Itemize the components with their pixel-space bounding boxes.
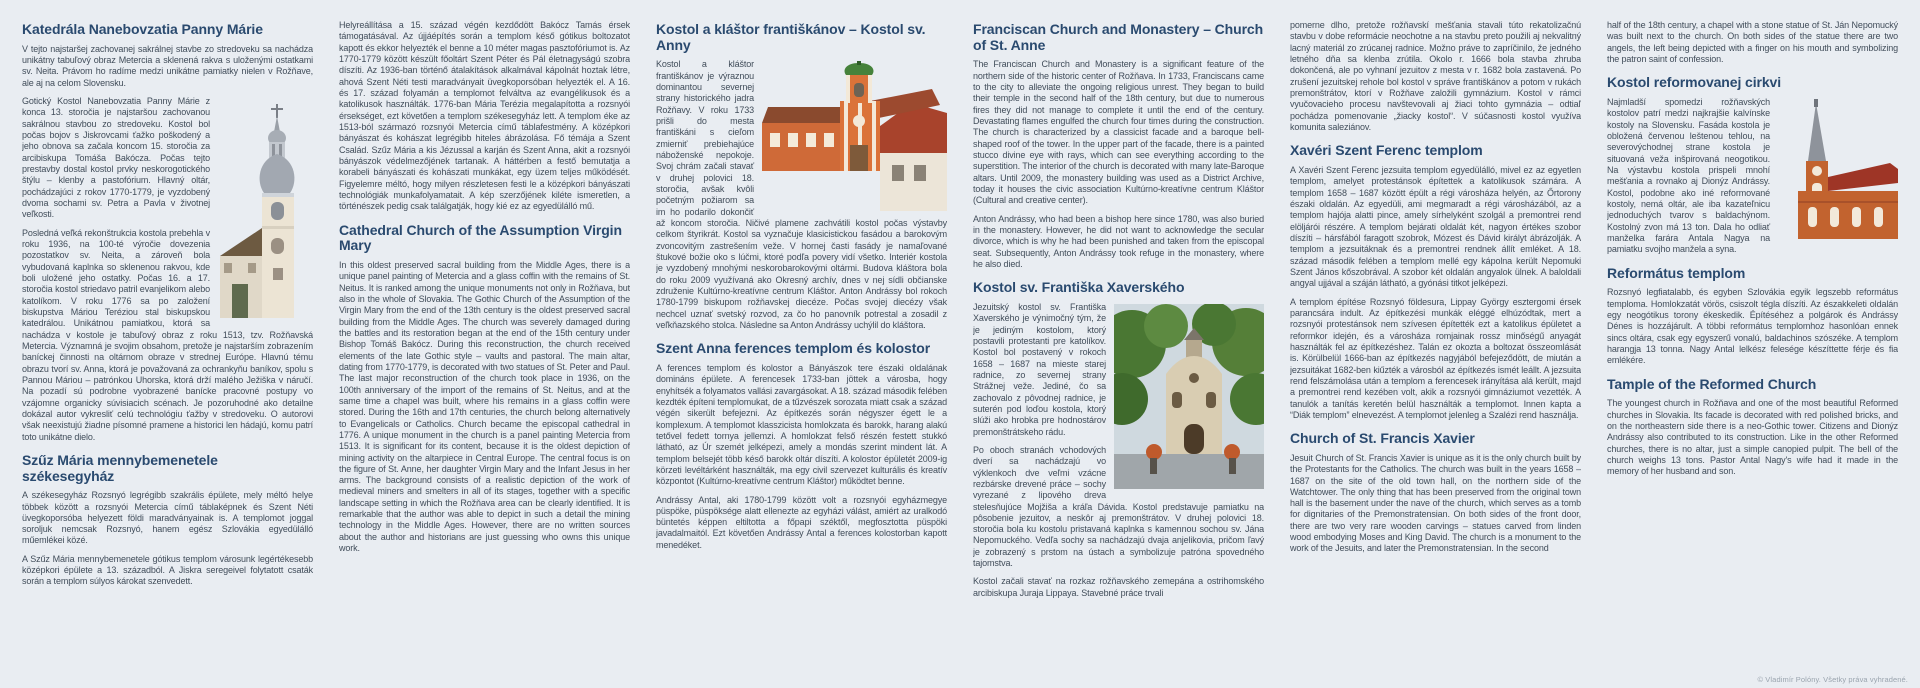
paragraph: A ferences templom és kolostor a Bányászok tere északi oldalának domináns épülete. A ferencesek 1733-ban jöttek a városba, hogy enyhítsék a folyamatos vallási zavargásokat. A 18. század második felében kezdték építeni templomukat, de a tűzvészek sorozata miatt csak a század végén sikerült befejezni. Az építkezés során négyszer égett le a komplexum. A templomot klasszicista homlokzata és barokk, harang alakú tetővel fedett tornya jellemzi. A homlokzat felső részén festett stukkó látható, az Úr szemét jelképezi, amely a mondás szerint mindent lát. A templom belsejét több késő barokk oltár díszíti. A kolostor épületét 2009-ig körzeti levéltárként használták, ma egy civil szervezet kulturális és kreatív központot (Kultúrno-kreatívne centrum Kláštor) működtet benne. [656,362,947,487]
heading-reformed-hu: Református templom [1607,264,1746,281]
heading-reformed-en: Tample of the Reformed Church [1607,375,1817,392]
heading-xavier-en: Church of St. Francis Xavier [1290,430,1475,447]
paragraph: V tejto najstaršej zachovanej sakrálnej stavbe zo stredoveku sa nachádza unikátny tabuľový obraz Metercia a sklenená rakva s uloženými ostatkami sv. Neita. Právom ho radíme medzi unikátne pamiatky nielen v Rožňave, ale aj na celom Slovensku. [22,43,313,88]
paragraph: Kostol a kláštor františkánov je výraznou dominantou severnej strany historického jadra Rožňavy. V roku 1733 prišli do mesta františkáni s cieľom zmierniť prebiehajúce náboženské nepokoje. Svoj chrám začali stavať v druhej polovici 18. storočia, avšak kvôli početným požiarom sa im ho podarilo dokončiť až koncom storočia. Ničivé plamene zachvátili kostol počas výstavby celkom štyrikrát. Kostol sa vyznačuje klasicistickou fasádou a barokovým zvoncovitým zastrešením veže. V hornej časti fasády je namaľované štukové božie oko s lúčmi, ktoré podľa povery vidí všetko. Interiér kostola je vyzdobený mnohými neskorobarokovými oltármi. Budova kláštora bola do roku 2009 využívaná ako Okresný archív, dnes v nej sídli občianske združenie Kultúrno-kreatívne centrum Kláštor. Anton Andrássy bol rokoch 1780-1799 biskupom rožňavskej diecéze. Počas svojej diecézy však nechcel uznať svetský rozvod, za čo ho panovník potrestal a zosadil z veľkňazského stolca. Následne sa Anton Andrássy uchýlil do kláštora. [656,59,947,330]
paragraph: A Szűz Mária mennybemenetele gótikus templom városunk legértékesebb középkori épülete a 13. századból. A Jiskra seregeivel folytatott csaták során a templom súlyos károkat szenvedett. [22,553,313,587]
heading-cathedral-en: Cathedral Church of the Assumption Virgin Mary [339,221,622,254]
paragraph: Posledná veľká rekonštrukcia kostola prebehla v roku 1936, na 100-té výročie dovezenia pozostatkov sv. Neita, a zároveň bola vybudovaná kaplnka so sklenenou rakvou, kde boli uložené jeho ostatky. Počas 16. a 17. storočia kostol striedavo patril evanjelikom alebo katolíkom. V roku 1776 sa po založení biskupstva Máriou Teréziou stal biskupskou katedrálou. Unikátnou pamiatkou, ktorá sa nachádza v kostole je tabuľový obraz z roku 1513, tzv. Rožňavská Metercia. Významná je svojim obsahom, pretože je najstarším zobrazením baníckej činnosti na oltárnom obraze v strednej Európe. Hlavnú tému obrazu tvorí sv. Anna, ktorá je považovaná za ochrankyňu baníkov, spolu s Pannou Máriou – patrónkou Uhorska, ktorá drží malého Ježiška v náručí. Na pozadí sú podrobne vyobrazené banícke pracovné postupy vo vzájomne organicky súvisiacich scénach. Je pozoruhodné ako detailne dokázal autor vykresliť celú technológiu ťažby v stredoveku. O autorovi však neexistujú žiadne písomné pramene a historici len hádajú, komu patrí toto unikátne dielo. [22,227,313,442]
franciscan-monastery-photo [762,61,947,211]
copyright-credit: © Vladimír Polóny. Všetky práva vyhradené. [1757,675,1908,684]
paragraph: The youngest church in Rožňava and one of the most beautiful Reformed churches in Slovakia. Its facade is decorated with red polished bricks, and on the northeastern side there is a neo-Gothic tower. Citizens and Dionýz Andrássy also contributed to its construction. Like in the other Reformed churches, there is no altar, just a simple canopied pulpit. The bell of the church weighs 13 tons. Pastor Antal Nagy's wife had it made in the memory of her husband and son. [1607,398,1898,477]
paragraph: A székesegyház Rozsnyó legrégibb szakrális épülete, mely méltó helye többek között a rozsnyói Metercia című táblaképnek és Szent Néti üvegkoporsóba helyezett földi maradványainak is. A templomot joggal soroljuk nemcsak Rozsnyó, hanem egész Szlovákia egyedülálló műemlékei közé. [22,490,313,546]
heading-franciscan-sk: Kostol a kláštor františkánov – Kostol sv. Anny [656,21,926,53]
paragraph: A Xavéri Szent Ferenc jezsuita templom egyedülálló, mivel ez az egyetlen templom, amelyet protestánsok építettek a katolikusok számára. A templom 1658 – 1687 között épült a régi városháza helyén, az Őrtorony északi oldalán. Az egyedüli, ami megmaradt a régi városházából, az a templom hajója alatti pince, amely sírhelyként szolgál a premontrei rend elöljárói részére. A templom bejárati oldalát két, nagyon értékes szobor díszíti – hársfából faragott szobrok, Mózest és Dávid királyt ábrázolják. A templom a jezsuitáknak és a premontrei rendnek állít emléket. A 18. század második felében a templom mellé egy kápolna került Nepomuki Szent János kőszobrával. A szobor két oldalán angyalok ülnek. A baloldali angyal ujjával a száján látható, a gyónási titkot jelképezi. [1290,164,1581,289]
heading-franciscan-en: Franciscan Church and Monastery – Church of St. Anne [973,21,1264,53]
paragraph: Andrássy Antal, aki 1780-1799 között volt a rozsnyói egyházmegye püspöke, püspöksége alatt ellenezte az egyházi válást, amiért az uralkodó büntetés képpen eltiltotta a főpapi széktől, megfosztotta püspöki javadalmaitól. Ezt követően Andrássy Antal a ferences kolostorban kapott menedéket. [656,494,947,550]
column-1 [22,20,313,656]
reformed-church-photo [1778,99,1898,239]
heading-cathedral-hu: Szűz Mária mennybemenetele székesegyház [22,451,218,484]
column-6 [1607,20,1898,656]
paragraph: Anton Andrássy, who had been a bishop here since 1780, was also buried in the monastery. However, he did not want to acknowledge the secular divorce, which is why he had been punished and taken from the episcopal seat. Subsequently, Anton Andrássy took refuge in the monastery, where he also died. [973,213,1264,269]
paragraph: pomerne dlho, pretože rožňavskí mešťania stavali túto rekatolizačnú stavbu v dobe reformácie neochotne a na stavbu preto použili aj nekvalitný lacný materiál zo zrúcanej radnice. Možno práve to zapríčinilo, že jedného letného dňa sa klenba zrútila. Okolo r. 1666 bola stavba zhruba dokončená, ale po vyhnaní jezuitov z mesta v r. 1682 bola zastavená. Po zrušení jezuitskej rehole bol kostol v správe františkánov a potom v rukách premonštrátov, ktorí v Rožňave založili gymnázium. Kostol v rámci vyučovacieho procesu navštevovali aj žiaci tohto gymnázia – odtiaľ pochádza pomenovanie „žiacky kostol“. V súčasnosti kostol využíva komunita saleziánov. [1290,20,1581,132]
paragraph: half of the 18th century, a chapel with a stone statue of St. Ján Nepomucký was built next to the church. On both sides of the statue there are two angels, the left being depicted with a finger on his mouth and symbolizing the patron saint of confession. [1607,20,1898,64]
paragraph: The Franciscan Church and Monastery is a significant feature of the northern side of the historic center of Rožňava. In 1733, Franciscans came to the city to alleviate the ongoing religious unrest. They began to build their temple in the second half of the 18th century, but due to numerous fires they did not manage to complete it until the end of the century. Devastating flames engulfed the church four times during the construction. The church is characterized by a classicist facade and a baroque bell-shaped roof of the tower. In the upper part of the facade, there is a painted stucco divine eye with rays, which can see everything according to the superstition. The interior of the church is decorated with many late-Baroque altars. Until 2009, the monastery building was used as a District Archive, today it houses the civic association Kultúrno-kreatívne centrum Kláštor (Cultural and creative center). [973,59,1264,206]
cathedral-tower-photo [218,98,313,323]
column-2 [339,20,630,656]
paragraph: Jesuit Church of St. Francis Xavier is unique as it is the only church built by the Protestants for the Catholics. The church was built in the years 1658 – 1687 on the site of the old town hall, on the northern side of the Watchtower. The only thing that has been preserved from the original town hall is the basement under the nave of the church, which serves as a tomb for dignitaries of the Premonstratensian. On both sides of the front door, there are two very rare wooden carvings – statues carved from linden wood embodying Moses and King David. The church is a monument to the work of the Jesuits, and later the Premonstratensian. In the second [1290,452,1581,554]
heading-franciscan-hu: Szent Anna ferences templom és kolostor [656,340,931,357]
paragraph: A templom építése Rozsnyó földesura, Lippay György esztergomi érsek parancsára indult. Az építkezési munkák eléggé elhúzódtak, mert a rozsnyói protestánsok nem szívesen építették ezt a katolikus épületet a reformkor idején, és a városháza romjainak rossz minőségű anyagát használták fel az építkezéshez. Talán ez okozta a boltozat összeomlását is. Körülbelül 1666-ban az építkezés nagyjából befejeződött, de miután a jezsuitákat 1682-ben kiűzték a városból az építkezés ismét leállt. A jezsuita rend felszámolása után a templom a ferencesek irányítása alá került, majd a premontrei rend kezében volt, akik a rozsnyói gimnáziumot vezették. A tanulók a tanítás keretén belül használták a templomot. Innen kapta a “Diák templom” elnevezést. A templomot jelenleg a Szalézi rend használja. [1290,296,1581,420]
paragraph: Kostol začali stavať na rozkaz rožňavského zemepána a ostrihomského arcibiskupa Juraja Lippaya. Stavebné práce trvali [973,576,1264,598]
paragraph: In this oldest preserved sacral building from the Middle Ages, there is a unique panel painting of Metercia and a glass coffin with the remains of St. Neitus. It is ranked among the unique monuments not only in Rožňava, but also in the whole of Slovakia. The Gothic Church of the Assumption of the Virgin Mary from the end of the 13th century is the oldest preserved sacral building from the Middle Ages. The church was severely damaged during the battles and its restoration began at the end of the 15th century under Bishop Tomáš Bakócz. During this reconstruction, the church received elements of the late Gothic style – vaults and pastoral. The main altar, dating from 1770-1779, is decorated with two statues of St. Peter and Paul. The last major reconstruction of the church took place in 1936, on the 100th anniversary of the import of the remains of St. Neitus, and at the same time a chapel was built, where his remains in a glass coffin were stored. During the 16th and 17th centuries, the church belong alternatively to Evangelicals or Catholics. Church became the episcopal cathedral in 1776. A unique monument in the church is a panel painting Metercia from 1513. It is significant for its content, because it is the oldest depiction of mining activity on the altarpiece in Central Europe. The central focus is on the figure of St. Anne, her daughter Virgin Mary and the Infant Jesus in her arms. The background consists of a realistic depiction of the work of medieval miners and smelters in all of its stages, together with a specific landscape setting in which the Rožňava area can be clearly identified. It is remarkable that the author was able to depict in such a detail the mining technology in the Middle Ages. However, there are no written sources about the author and historians are just guessing who owns this unique work. [339,259,630,554]
paragraph: Gotický Kostol Nanebovzatia Panny Márie z konca 13. storočia je najstaršou zachovanou sakrálnou stavbou zo stredoveku. Kostol bol počas bojov s Jiskrovcami ťažko poškodený a jeho obnova sa začala koncom 15. storočia za arcibiskupa Tomáša Bakócza. Počas tejto prestavby dostal kostol prvky neskorogotického štýlu – klenby a pastofórium. Hlavný oltár, pochádzajúci z rokov 1770-1779, je vyzdobený dvoma sochami sv. Petra a Pavla v životnej veľkosti. [22,96,313,221]
paragraph: Najmladší spomedzi rožňavských kostolov patrí medzi najkrajšie kalvínske kostoly na Slovensku. Fasáda kostola je obložená červenou leštenou tehlou, na severovýchodnej strane kostola je situovaná veža inšpirovaná neogotikou. Na výstavbu kostola prispeli mnohí mešťania a rovnako aj Dionýz Andrássy. Kostol, podobne ako iné reformované kostoly, nemá oltár, ale iba kazateľnicu jednoduchých tvarov s baldachýnom. Kostolný zvon má 13 ton. Dala ho odliať manželka farára Antala Nagya na pamiatku svojho manžela a syna. [1607,97,1898,256]
heading-xavier-sk: Kostol sv. Františka Xaverského [973,279,1185,296]
st-francis-xavier-church-photo [1114,304,1264,489]
paragraph: Rozsnyó legfiatalabb, és egyben Szlovákia egyik legszebb református temploma. Homlokzatát vörös, csiszolt tégla díszíti. Az északkeleti oldalán egy neogótikus torony ékeskedik. Építéséhez a polgárok és Andrássy Dénes is hozzájárult. A többi református templomhoz hasonlóan ennek sincs oltára, csak egy egyszerű vonalú, baldachinos szószéke. A templom harangja 13 tonna. Nagy Antal lelkész felesége készíttette férje és fia emlékére. [1607,287,1898,366]
paragraph: Helyreállítása a 15. század végén kezdődött Bakócz Tamás érsek támogatásával. Az újjáépítés során a templom késő gótikus boltozatot kapott és ekkor helyezték el benne a 10 méter magas pasztofóriumot is. Az 1770-1779 között készült főoltárt Szent Péter és Pál életnagyságú szobra díszíti. Az 1936-ban történő átalakítások alkalmával kápolnát hoztak létre, ahová Szent Néti testi maradványait üvegkoporsóban helyezték el. A 16. és 17. század folyamán a templomot felváltva az evangélikusok és a katolikusok használták. 1776-ban Mária Terézia megalapította a rozsnyói érsekséget, ezt követően a templom székesegyház lett. A templom éke az 1513-ból származó rozsnyói Metercia című táblafestmény. A középkori bányászat és kohászat legrégibb hiteles ábrázolása. Fő témája a Szent Család. Szűz Mária a kis Jézussal a karján és Szent Anna, akit a rozsnyói bányászok védelmezőjének tartanak. A háttérben a festő bemutatja a korabeli bányászati és kohászati munkákat, egy üzem teljes működését. Figyelemre méltó, hogy milyen részletesen festi le a középkori bányászati technológiák munkafolyamatait. A kép szerzőjének kiléte ismeretlen, a történészek pedig csak találgatják, hogy kié ez az egyedülálló mű. [339,20,630,212]
heading-reformed-sk: Kostol reformovanej cirkvi [1607,74,1782,91]
heading-xavier-hu: Xavéri Szent Ferenc templom [1290,142,1483,159]
heading-cathedral-sk: Katedrála Nanebovzatia Panny Márie [22,21,263,37]
paragraph: Po oboch stranách vchodových dverí sa nachádzajú vo výklenkoch dve veľmi vzácne rezbárske drevené práce – sochy vyrezané z lipového dreva stelesňujúce Mojžiša a kráľa Dávida. Kostol predstavuje pamiatku na pôsobenie jezuitov, a neskôr aj premonštrátov. V druhej polovici 18. storočia bola ku kostolu pristavaná kaplnka s kamennou sochou sv. Jána Nepomuckého. Vedľa sochy sa nachádzajú dvaja anjelikovia, pričom ľavý je zobrazený s prstom na ústach a symbolizuje patróna spovedného tajomstva. [973,444,1264,569]
paragraph: Jezuitský kostol sv. Františka Xaverského je výnimočný tým, že je jediným kostolom, ktorý postavili protestanti pre katolíkov. Kostol bol postavený v rokoch 1658 – 1687 na mieste starej radnice, zo severnej strany Strážnej veže. Jediné, čo sa zachovalo z pôvodnej radnice, je suterén pod loďou kostola, ktorý slúži ako hrobka pre hodnostárov premonštrátskeho rádu. [973,302,1264,438]
column-4 [973,20,1264,656]
column-3 [656,20,947,656]
column-5 [1290,20,1581,656]
